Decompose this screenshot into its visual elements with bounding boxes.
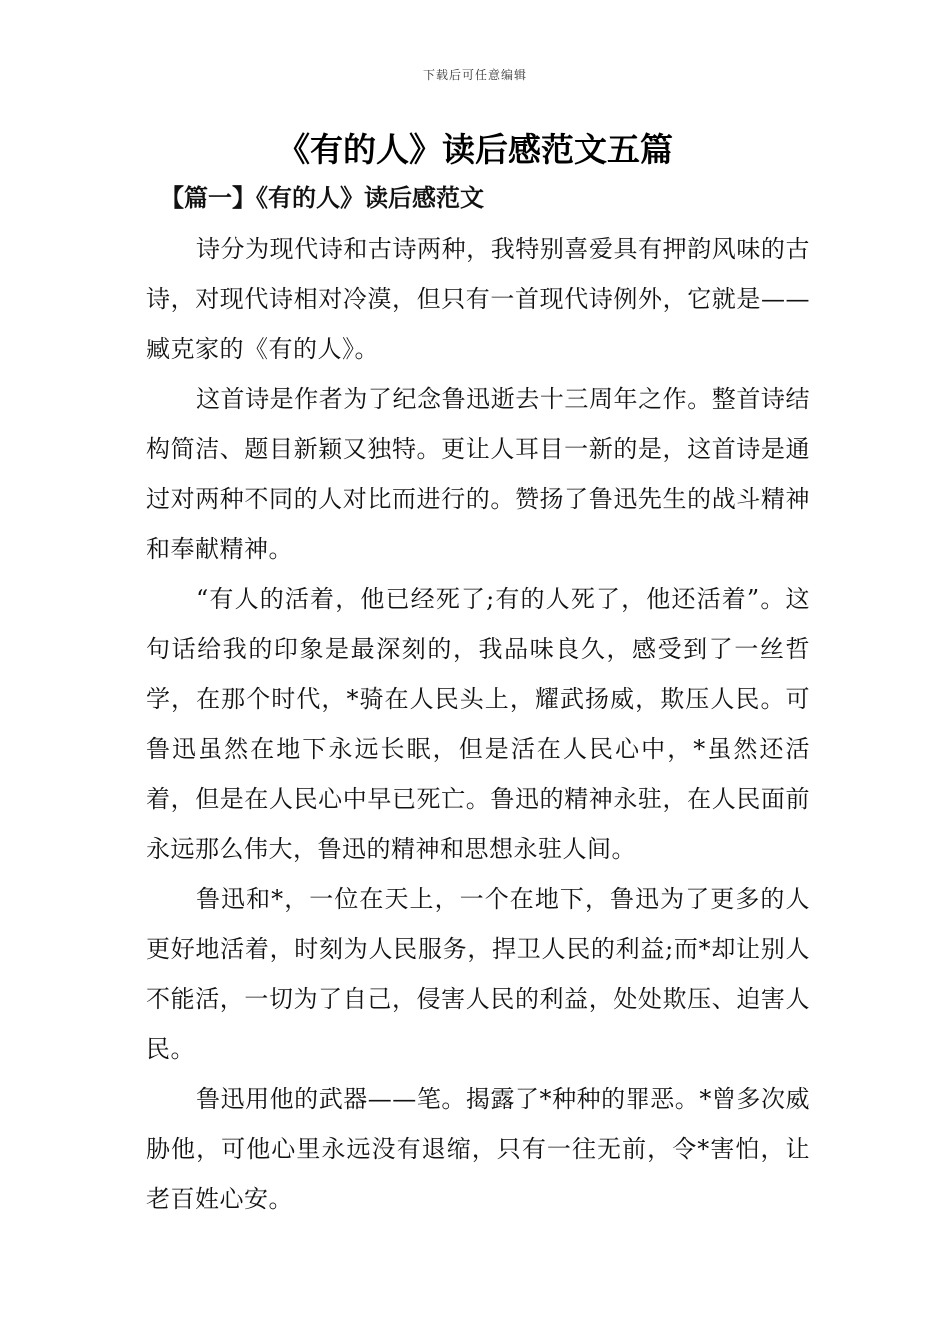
document-title: 《有的人》读后感范文五篇 xyxy=(277,130,673,169)
paragraph: 诗分为现代诗和古诗两种，我特别喜爱具有押韵风味的古诗，对现代诗相对冷漠，但只有一首现代诗例外，它就是——臧克家的《有的人》。 xyxy=(146,235,810,363)
paragraph: 鲁迅和*，一位在天上，一个在地下，鲁迅为了更多的人更好地活着，时刻为人民服务，捍卫人民的利益;而*却让别人不能活，一切为了自己，侵害人民的利益，处处欺压、迫害人民。 xyxy=(146,885,810,1063)
paragraph: 鲁迅用他的武器——笔。揭露了*种种的罪恶。*曾多次威胁他，可他心里永远没有退缩，只有一往无前，令*害怕，让老百姓心安。 xyxy=(146,1085,810,1213)
section-heading: 【篇一】《有的人》读后感范文 xyxy=(160,183,484,212)
document-body xyxy=(146,224,810,1224)
header-note: 下载后可任意编辑 xyxy=(422,68,527,82)
paragraph: 这首诗是作者为了纪念鲁迅逝去十三周年之作。整首诗结构简洁、题目新颖又独特。更让人耳目一新的是，这首诗是通过对两种不同的人对比而进行的。赞扬了鲁迅先生的战斗精神和奉献精神。 xyxy=(146,385,810,563)
paragraph: “有人的活着，他已经死了;有的人死了，他还活着”。这句话给我的印象是最深刻的，我品味良久，感受到了一丝哲学，在那个时代，*骑在人民头上，耀武扬威，欺压人民。可鲁迅虽然在地下永远长眠，但是活在人民心中，*虽然还活着，但是在人民心中早已死亡。鲁迅的精神永驻，在人民面前永远那么伟大，鲁迅的精神和思想永驻人间。 xyxy=(146,585,810,863)
